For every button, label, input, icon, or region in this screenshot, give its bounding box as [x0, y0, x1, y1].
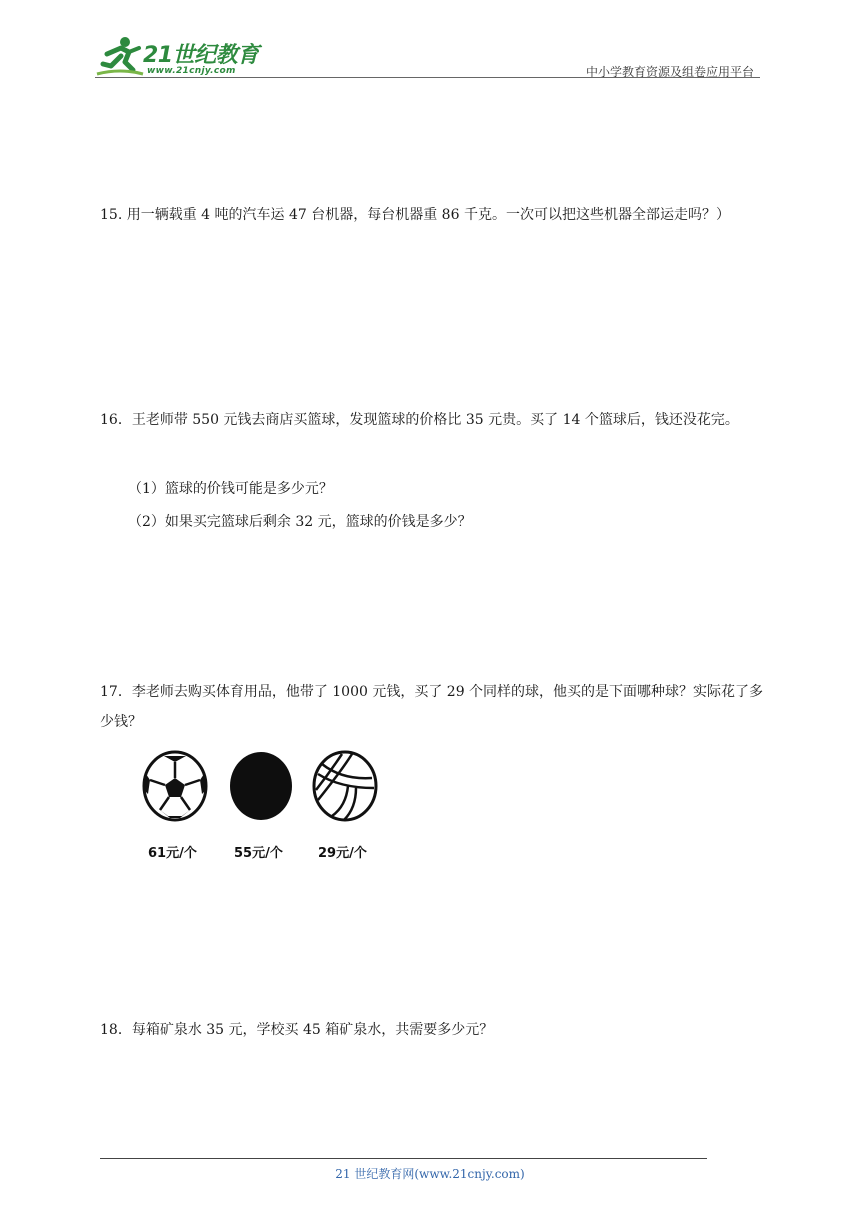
logo-text: 21世纪教育: [143, 43, 259, 68]
soccer-ball-price: 61元/个: [148, 846, 197, 861]
question-15: 15. 用一辆载重 4 吨的汽车运 47 台机器，每台机器重 86 千克。一次可以把这些机器全部运走吗？）: [100, 207, 730, 223]
footer-divider: [100, 1158, 707, 1159]
footer-link[interactable]: 21 世纪教育网(www.21cnjy.com): [335, 1167, 525, 1181]
header-divider: [95, 77, 760, 78]
logo-url: www.21cnjy.com: [147, 66, 236, 76]
basketball-price: 55元/个: [234, 846, 283, 861]
volleyball-icon: [312, 750, 378, 822]
platform-title: 中小学教育资源及组卷应用平台: [585, 65, 754, 79]
site-logo[interactable]: [95, 34, 265, 78]
basketball-icon: [228, 750, 294, 822]
question-16-part-1: （1）篮球的价钱可能是多少元？: [128, 481, 333, 497]
question-18: 18．每箱矿泉水 35 元，学校买 45 箱矿泉水，共需要多少元？: [100, 1022, 494, 1038]
question-17: 17．李老师去购买体育用品，他带了 1000 元钱，买了 29 个同样的球，他买的是下面哪种球？实际花了多少钱？: [100, 684, 764, 730]
question-16-part-2: （2）如果买完篮球后剩余 32 元，篮球的价钱是多少？: [128, 514, 472, 530]
page-header: [95, 30, 760, 80]
runner-icon: [95, 34, 145, 78]
ball-options: [140, 750, 390, 870]
soccer-ball-icon: [142, 750, 208, 822]
question-16: 16．王老师带 550 元钱去商店买篮球，发现篮球的价格比 35 元贵。买了 14 个篮球后，钱还没花完。: [100, 412, 739, 428]
volleyball-price: 29元/个: [318, 846, 367, 861]
